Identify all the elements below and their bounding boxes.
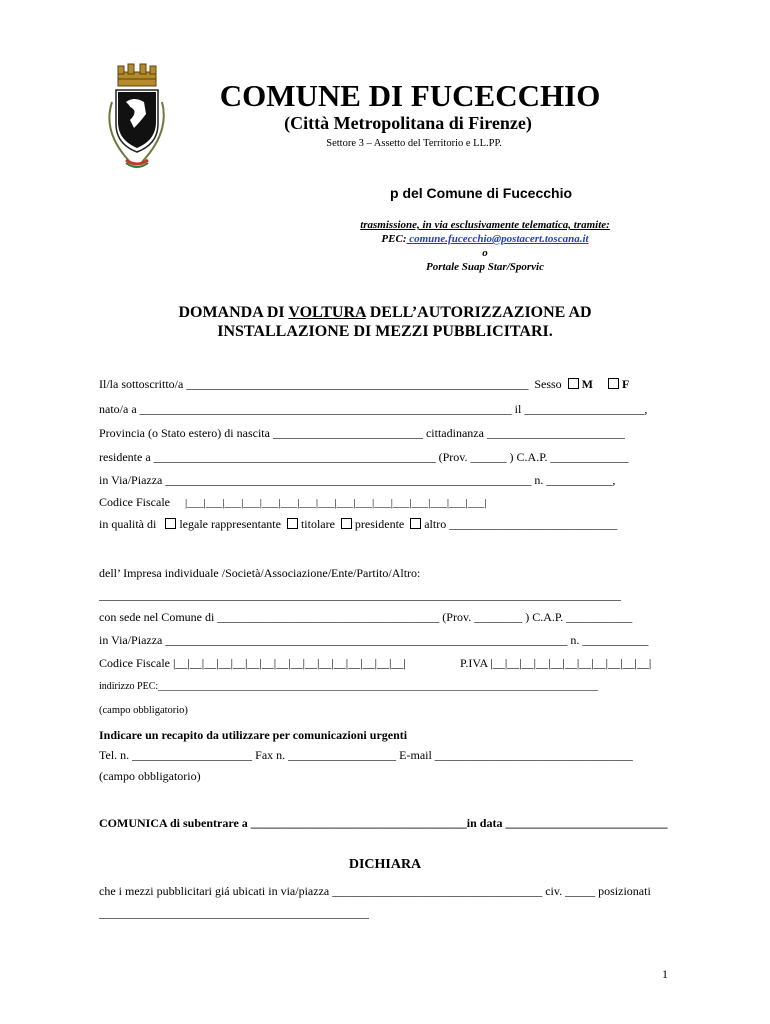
presidente-checkbox[interactable] <box>341 518 352 529</box>
impresa-label: dell’ Impresa individuale /Società/Associazione/Ente/Partito/Altro: <box>99 566 421 580</box>
comunica-field[interactable]: COMUNICA di subentrare a ____________________________________in data ___________________________ <box>99 816 668 830</box>
addressee-line: p del Comune di Fucecchio <box>390 185 573 201</box>
portal-text: Portale Suap Star/Sporvic <box>426 261 544 273</box>
sex-m-checkbox[interactable] <box>568 378 579 389</box>
titolare-label: titolare <box>300 517 335 531</box>
sede-field[interactable]: con sede nel Comune di _____________________________________ (Prov. ________ ) C.A.P. ___________ <box>99 610 633 624</box>
codice-fiscale-boxes[interactable]: |___|___|___|___|___|___|___|___|___|___|___|___|___|___|___|___| <box>184 497 487 509</box>
titolare-checkbox[interactable] <box>287 518 298 529</box>
or-text: o <box>482 247 488 259</box>
document-title-line2: INSTALLAZIONE DI MEZZI PUBBLICITARI. <box>217 323 553 340</box>
codice-fiscale-row <box>99 495 486 510</box>
sex-f-label: F <box>622 377 630 391</box>
pec-label: PEC: <box>381 233 407 245</box>
document-title-line1 <box>0 304 770 322</box>
pec-field[interactable]: indirizzo PEC:________________________________________________________________________________________ <box>99 681 599 692</box>
presidente-label: presidente <box>354 517 405 531</box>
contact-field[interactable]: Tel. n. ____________________ Fax n. __________________ E-mail _________________________________ <box>99 748 633 762</box>
altro-checkbox[interactable] <box>410 518 421 529</box>
page-number: 1 <box>662 967 668 981</box>
codice2-field[interactable]: Codice Fiscale |__|__|__|__|__|__|__|__|__|__|__|__|__|__|__|__| <box>99 656 406 670</box>
transmission-line <box>0 219 770 231</box>
via-field[interactable]: in Via/Piazza _____________________________________________________________ n. ___________, <box>99 473 616 487</box>
campo-obbligatorio-2: (campo obbligatorio) <box>99 769 201 783</box>
page-subtitle: (Città Metropolitana di Firenze) <box>284 113 532 133</box>
pec-email-link[interactable]: comune.fucecchio@postacert.toscana.it <box>406 233 589 245</box>
sex-m-label: M <box>581 377 593 391</box>
qualita-label: in qualità di <box>99 517 157 531</box>
doc-title-part-c: DELL’AUTORIZZAZIONE AD <box>365 304 592 321</box>
page-title: COMUNE DI FUCECCHIO <box>219 78 601 113</box>
sector-line: Settore 3 – Assetto del Territorio e LL.PP. <box>326 138 502 149</box>
via2-field[interactable]: in Via/Piazza ___________________________________________________________________ n. ___________ <box>99 633 649 647</box>
campo-obbligatorio-1: (campo obbligatorio) <box>99 705 188 716</box>
altro-field[interactable]: altro ____________________________ <box>424 517 618 531</box>
mezzi-line[interactable]: _____________________________________________ <box>99 906 369 920</box>
piva-field[interactable]: P.IVA |__|__|__|__|__|__|__|__|__|__|__| <box>460 656 652 670</box>
legale-checkbox[interactable] <box>165 518 176 529</box>
nato-field[interactable]: nato/a a ______________________________________________________________ il ____________________, <box>99 402 648 416</box>
doc-title-voltura: VOLTURA <box>288 304 366 321</box>
recapito-heading: Indicare un recapito da utilizzare per comunicazioni urgenti <box>99 728 408 742</box>
sottoscritto-field[interactable]: Il/la sottoscritto/a _________________________________________________________ <box>99 377 529 391</box>
sottoscritto-row <box>99 377 629 392</box>
qualita-row <box>99 517 617 532</box>
sesso-label: Sesso <box>534 377 562 391</box>
doc-title-part-a: DOMANDA DI <box>178 304 289 321</box>
provincia-field[interactable]: Provincia (o Stato estero) di nascita _________________________ cittadinanza _______________________ <box>99 426 625 440</box>
residente-field[interactable]: residente a _______________________________________________ (Prov. ______ ) C.A.P. _____________ <box>99 450 629 464</box>
sex-f-checkbox[interactable] <box>608 378 619 389</box>
transmission-text: trasmissione, in via esclusivamente telematica, tramite: <box>360 219 610 231</box>
impresa-field[interactable]: _______________________________________________________________________________________ <box>99 588 621 602</box>
legale-label: legale rappresentante <box>179 517 281 531</box>
codice-fiscale-label: Codice Fiscale <box>99 495 170 509</box>
dichiara-heading: DICHIARA <box>348 857 422 872</box>
pec-line <box>0 233 770 245</box>
mezzi-field[interactable]: che i mezzi pubblicitari giá ubicati in via/piazza ___________________________________ civ. _____ posizionati <box>99 884 651 898</box>
